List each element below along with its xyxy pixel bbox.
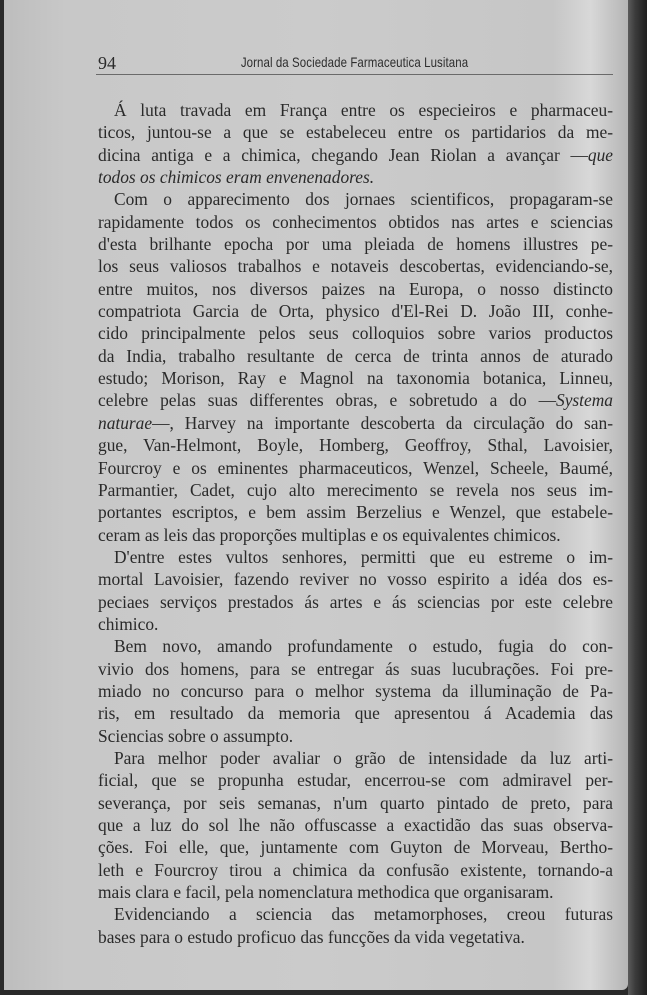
text-line: peciaes serviços prestados ás artes e ás sciencias por este celebre xyxy=(98,591,613,612)
text-line: que a luz do sol lhe não offuscasse a exactidão das suas observa- xyxy=(98,815,613,835)
running-title: Jornal da Sociedade Farmaceutica Lusitana xyxy=(240,54,469,70)
text-line: ficial, que se propunha estudar, encerrou-se com admiravel per- xyxy=(98,770,613,791)
italic-text: Systema xyxy=(556,390,613,411)
page-header xyxy=(96,50,613,75)
text-line: Parmantier, Cadet, cujo alto merecimento se revela nos seus im- xyxy=(98,479,613,500)
text-line: d'esta brilhante epocha por uma pleiada de homens illustres pe- xyxy=(98,234,613,255)
text-line: Para melhor poder avaliar o grão de intensidade da luz arti- xyxy=(114,747,613,768)
text-line: ceram as leis das proporções multiplas e os equivalentes chimicos. xyxy=(98,524,561,545)
text-line: Bem novo, amando profundamente o estudo, fugia do con- xyxy=(114,636,613,657)
text-line: portantes escriptos, e bem assim Berzelius e Wenzel, que estabele- xyxy=(98,502,613,523)
document-page xyxy=(4,0,628,990)
article-body xyxy=(98,99,613,948)
text-line: da India, trabalho resultante de cerca de trinta annos de aturado xyxy=(98,345,613,366)
text-line: bases para o estudo proficuo das funcções da vida vegetativa. xyxy=(98,926,525,947)
italic-text: que xyxy=(587,144,613,165)
text-line: ções. Foi elle, que, juntamente com Guyton de Morveau, Bertho- xyxy=(98,837,613,858)
text-line: vivio dos homens, para se entregar ás suas lucubrações. Foi pre- xyxy=(98,658,613,679)
text-line: entre muitos, nos diversos paizes na Europa, o nosso distincto xyxy=(98,278,613,299)
text-line: chimico. xyxy=(98,613,159,634)
text-line: ticos, juntou-se a que se estabeleceu entre os partidarios da me- xyxy=(98,122,613,143)
text-line: rapidamente todos os conhecimentos obtidos nas artes e sciencias xyxy=(98,211,613,232)
text-line: severança, por seis semanas, n'um quarto pintado de preto, para xyxy=(98,792,613,813)
text-line: naturae—, Harvey na importante descoberta da circulação do san- xyxy=(98,412,613,433)
text-line: mais clara e facil, pela nomenclatura methodica que organisaram. xyxy=(98,882,554,903)
text-line: cido principalmente pelos seus colloquios sobre varios productos xyxy=(98,323,613,344)
text-line: Á luta travada em França entre os especieiros e pharmaceu- xyxy=(114,100,613,120)
italic-text: naturae xyxy=(98,412,153,433)
text-line: Evidenciando a sciencia das metamorphoses, creou futuras xyxy=(114,904,613,925)
text-line: gue, Van-Helmont, Boyle, Homberg, Geoffroy, Sthal, Lavoisier, xyxy=(98,435,613,456)
text-line: Sciencias sobre o assumpto. xyxy=(98,725,294,746)
text-line: estudo; Morison, Ray e Magnol na taxonomia botanica, Linneu, xyxy=(98,368,613,389)
text-line: todos os chimicos eram envenenadores. xyxy=(98,167,375,188)
book-spine-edge xyxy=(628,0,647,995)
text-line: compatriota Garcia de Orta, physico d'El-Rei D. João III, conhe- xyxy=(98,301,613,322)
text-line: los seus valiosos trabalhos e notaveis descobertas, evidenciando-se, xyxy=(98,256,613,277)
text-line: dicina antiga e a chimica, chegando Jean Riolan a avançar —que xyxy=(98,144,613,165)
page-number: 94 xyxy=(98,53,116,73)
text-line: mortal Lavoisier, fazendo reviver no vosso espirito a idéa dos es- xyxy=(98,569,613,590)
text-line: Com o apparecimento dos jornaes scientificos, propagaram-se xyxy=(114,189,613,210)
text-line: leth e Fourcroy tirou a chimica da confusão existente, tornando-a xyxy=(98,859,613,880)
text-line: miado no concurso para o melhor systema da illuminação de Pa- xyxy=(98,680,613,701)
text-line: ris, em resultado da memoria que apresentou á Academia das xyxy=(98,703,613,724)
text-line: Fourcroy e os eminentes pharmaceuticos, Wenzel, Scheele, Baumé, xyxy=(98,457,613,478)
text-line: D'entre estes vultos senhores, permitti que eu estreme o im- xyxy=(114,546,613,567)
text-line: celebre pelas suas differentes obras, e sobretudo a do —Systema xyxy=(98,390,613,411)
